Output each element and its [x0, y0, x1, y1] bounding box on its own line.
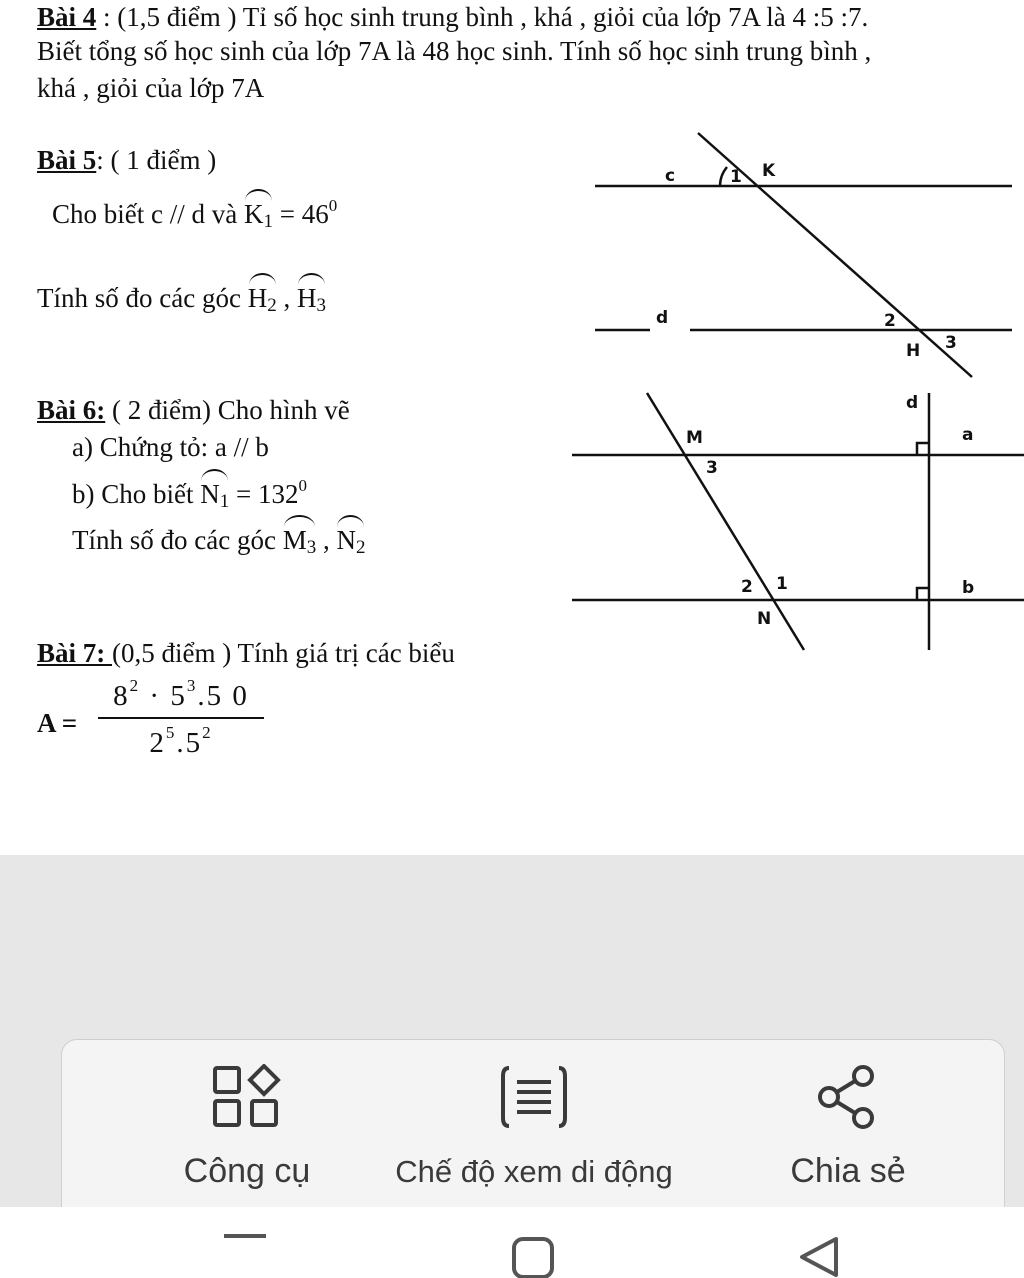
right-angle-a — [917, 443, 929, 455]
den-base-5: .5 — [176, 727, 203, 759]
right-angle-b — [917, 588, 929, 600]
bai5-heading: Bài 5 — [37, 145, 97, 175]
mobile-view-button[interactable] — [384, 1040, 684, 1208]
system-nav-bar — [0, 1207, 1024, 1278]
tools-grid-icon — [212, 1064, 282, 1135]
bai6-heading: Bài 6: — [37, 395, 106, 425]
bai7-heading: Bài 7: — [37, 638, 113, 668]
back-icon[interactable] — [796, 1235, 842, 1278]
den-pow-2: 2 — [202, 723, 213, 742]
bai4-line3: khá , giỏi của lớp 7A — [37, 73, 265, 103]
mobile-view-icon — [499, 1064, 569, 1135]
bai5-given-prefix: Cho biết c // d và — [52, 199, 244, 229]
label-n: N — [757, 609, 772, 629]
label-d: d — [656, 308, 669, 328]
bai5-ask-sep: , — [276, 283, 297, 313]
share-icon — [813, 1064, 883, 1135]
den-base-2: 2 — [149, 727, 166, 759]
arc-k1 — [720, 167, 727, 186]
degree-mark: 0 — [328, 196, 338, 215]
label-d2: d — [906, 393, 919, 413]
bai4-line2: Biết tổng số học sinh của lớp 7A là 48 học sinh. Tính số học sinh trung bình , — [37, 36, 872, 66]
angle-m3-letter: M — [282, 525, 307, 555]
bai5-ask-prefix: Tính số đo các góc — [37, 283, 248, 313]
label-c: c — [665, 166, 676, 186]
share-label: Chia sẻ — [790, 1152, 906, 1190]
label-h3: 3 — [945, 333, 957, 353]
share-button[interactable] — [698, 1040, 998, 1208]
label-b: b — [962, 578, 975, 598]
bai4-text-1: : (1,5 điểm ) Tỉ số học sinh trung bình , khá , giỏi của lớp 7A là 4 :5 :7. — [96, 2, 869, 32]
label-m: M — [686, 428, 703, 448]
label-m3: 3 — [706, 458, 718, 478]
figure-2 — [572, 393, 1024, 650]
angle-n1-letter: N — [200, 479, 220, 509]
transversal-mn — [647, 393, 804, 650]
label-h: H — [906, 341, 921, 361]
bai5-points: : ( 1 điểm ) — [96, 145, 217, 175]
mobile-view-label: Chế độ xem di động — [395, 1154, 673, 1189]
angle-h2-letter: H — [247, 283, 268, 313]
angle-n1-sub: 1 — [219, 491, 230, 512]
label-h2: 2 — [884, 311, 896, 331]
label-k1: 1 — [730, 167, 742, 187]
label-n2: 2 — [741, 577, 753, 597]
angle-n2-sub: 2 — [355, 537, 366, 558]
num-pow-2: 2 — [129, 676, 141, 695]
recent-apps-icon[interactable] — [222, 1232, 268, 1267]
num-tail: .5 0 — [197, 680, 249, 712]
bai6-ask-sep: , — [316, 525, 337, 555]
bai6-points: ( 2 điểm) Cho hình vẽ — [105, 395, 350, 425]
expr-label: A = — [37, 708, 78, 738]
bai7-text: (0,5 điểm ) Tính giá trị các biểu — [112, 638, 455, 668]
angle-k1-sub: 1 — [263, 211, 273, 232]
tools-button[interactable] — [97, 1040, 397, 1208]
angle-m3-sub: 3 — [306, 537, 317, 558]
bai6-ask-prefix: Tính số đo các góc — [72, 525, 283, 555]
bai6-b-prefix: b) Cho biết — [72, 479, 201, 509]
home-icon[interactable] — [511, 1234, 557, 1278]
angle-h2-sub: 2 — [267, 295, 277, 316]
angle-k1-value: = 46 — [272, 199, 329, 229]
angle-h3-sub: 3 — [316, 295, 326, 316]
label-k: K — [762, 161, 776, 181]
bai4-heading: Bài 4 — [37, 2, 97, 32]
degree-mark: 0 — [298, 476, 307, 495]
angle-n1-value: = 132 — [229, 479, 299, 509]
tools-label: Công cụ — [183, 1152, 311, 1190]
label-n1: 1 — [776, 574, 788, 594]
angle-k1-letter: K — [243, 199, 264, 229]
angle-n2-letter: N — [336, 525, 356, 555]
bai6-part-a: a) Chứng tỏ: a // b — [72, 432, 269, 462]
num-base-5: · 5 — [140, 680, 187, 712]
angle-h3-letter: H — [296, 283, 317, 313]
label-a: a — [962, 425, 974, 445]
num-base-8: 8 — [113, 680, 130, 712]
den-pow-5: 5 — [165, 723, 177, 742]
action-panel — [61, 1039, 1005, 1229]
num-pow-3: 3 — [186, 676, 198, 695]
